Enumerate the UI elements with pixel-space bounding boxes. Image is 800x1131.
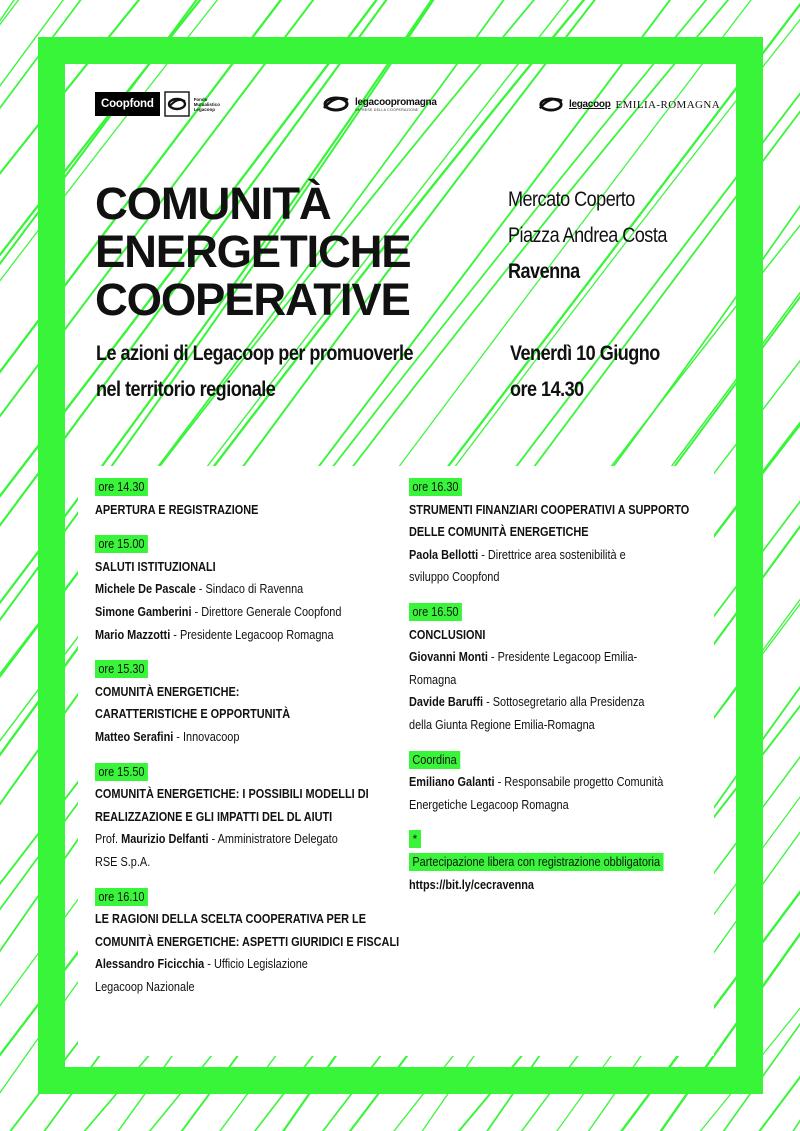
speaker-line <box>95 601 399 624</box>
speaker-line <box>409 544 689 567</box>
session-time-tag: ore 16.10 <box>95 888 148 906</box>
event-date: Venerdì 10 Giugno <box>510 342 660 365</box>
coopfond-subtitle: Fondo Mutualistico Legacoop <box>193 96 220 112</box>
registration-link[interactable]: https://bit.ly/cecravenna <box>409 876 535 892</box>
event-subtitle <box>96 336 449 408</box>
separator: - <box>191 603 202 619</box>
session-title-line: COMUNITÀ ENERGETICHE: I POSSIBILI MODELLI DI <box>95 786 369 802</box>
speaker-role: Presidente Legacoop Romagna <box>179 626 334 642</box>
separator: - <box>195 581 206 597</box>
speaker-name: Matteo Serafini <box>95 728 174 744</box>
speaker-line <box>95 624 399 647</box>
coopfond-emblem-icon <box>164 91 190 117</box>
subtitle-line: Le azioni di Legacoop per promuoverle <box>96 342 414 365</box>
speaker-role-continued: della Giunta Regione Emilia-Romagna <box>409 716 595 732</box>
legacoop-romagna-wordmark: legacoopromagna <box>355 96 437 108</box>
legacoop-romagna-logo <box>322 94 437 114</box>
speaker-name: Davide Baruffi <box>409 694 484 710</box>
session-time-tag: ore 16.30 <box>409 478 462 496</box>
coopfond-wordmark: Coopfond <box>95 92 160 116</box>
program-left-column <box>95 476 457 1010</box>
separator: - <box>478 546 488 562</box>
separator: - <box>494 774 505 790</box>
venue-line: Piazza Andrea Costa <box>508 224 667 247</box>
speaker-line <box>409 691 689 714</box>
speaker-role: Direttore Generale Coopfond <box>201 603 342 619</box>
speaker-name: Mario Mazzotti <box>95 626 171 642</box>
session-title-line: APERTURA E REGISTRAZIONE <box>95 501 259 517</box>
session-block <box>95 533 457 646</box>
registration-note: Partecipazione libera con registrazione obbligatoria <box>409 853 663 871</box>
legacoop-swirl-icon <box>322 94 350 114</box>
session-block <box>409 601 743 737</box>
subtitle-line: nel territorio regionale <box>96 378 276 401</box>
session-title-line: SALUTI ISTITUZIONALI <box>95 558 216 574</box>
registration-block <box>409 828 743 896</box>
speaker-role-continued: sviluppo Coopfond <box>409 569 500 585</box>
session-title-line: COMUNITÀ ENERGETICHE: ASPETTI GIURIDICI E FISCALI <box>95 933 400 949</box>
session-block <box>95 886 457 999</box>
session-block <box>95 761 457 874</box>
speaker-name: Alessandro Ficicchia <box>95 956 205 972</box>
event-time: ore 14.30 <box>510 378 584 401</box>
speaker-role: Responsabile progetto Comunità <box>504 774 664 790</box>
registration-star: * <box>409 830 421 848</box>
session-time-tag: ore 15.30 <box>95 660 148 678</box>
separator: - <box>208 831 218 847</box>
session-title-line: REALIZZAZIONE E GLI IMPATTI DEL DL AIUTI <box>95 808 333 824</box>
speaker-name: Giovanni Monti <box>409 649 488 665</box>
session-title-line: CARATTERISTICHE E OPPORTUNITÀ <box>95 706 291 722</box>
separator: - <box>173 728 183 744</box>
title-line: COMUNITÀ <box>95 178 331 229</box>
speaker-prefix: Prof. <box>95 831 119 847</box>
speaker-role: Amministratore Delegato <box>217 831 338 847</box>
title-line: COOPERATIVE <box>95 274 410 325</box>
separator: - <box>487 649 498 665</box>
legacoop-swirl-icon <box>538 95 564 114</box>
stripe-line <box>0 0 40 1131</box>
speaker-role-continued: Romagna <box>409 671 457 687</box>
session-title-line: STRUMENTI FINANZIARI COOPERATIVI A SUPPORTO <box>409 501 690 517</box>
title-line: ENERGETICHE <box>95 226 411 277</box>
speaker-role: Ufficio Legislazione <box>213 956 308 972</box>
speaker-line <box>95 578 399 601</box>
speaker-line <box>95 828 399 851</box>
session-title-line: LE RAGIONI DELLA SCELTA COOPERATIVA PER LE <box>95 911 366 927</box>
speaker-role-continued: RSE S.p.A. <box>95 853 151 869</box>
stripe-line <box>789 0 800 1131</box>
program-right-column <box>409 476 743 896</box>
speaker-role-continued: Energetiche Legacoop Romagna <box>409 796 569 812</box>
separator: - <box>483 694 493 710</box>
session-time-tag: Coordina <box>409 751 460 769</box>
legacoop-wordmark: legacoop <box>569 99 611 110</box>
speaker-name: Michele De Pascale <box>95 581 196 597</box>
event-title <box>95 180 495 324</box>
speaker-name: Maurizio Delfanti <box>121 831 209 847</box>
speaker-role: Sindaco di Ravenna <box>205 581 304 597</box>
coopfond-logo <box>95 91 230 117</box>
speaker-role: Sottosegretario alla Presidenza <box>492 694 645 710</box>
speaker-role-continued: Legacoop Nazionale <box>95 978 195 994</box>
speaker-name: Emiliano Galanti <box>409 774 495 790</box>
session-block <box>95 476 457 521</box>
session-time-tag: ore 16.50 <box>409 603 462 621</box>
speaker-role: Presidente Legacoop Emilia- <box>497 649 638 665</box>
venue-city: Ravenna <box>508 260 580 283</box>
speaker-name: Paola Bellotti <box>409 546 479 562</box>
legacoop-romagna-subtitle: IMPRESE DELLA COOPERAZIONE <box>355 107 419 112</box>
session-title-line: DELLE COMUNITÀ ENERGETICHE <box>409 524 589 540</box>
session-time-tag: ore 14.30 <box>95 478 148 496</box>
session-title-line: COMUNITÀ ENERGETICHE: <box>95 683 240 699</box>
separator: - <box>204 956 214 972</box>
right-sessions <box>409 476 743 816</box>
speaker-role: Direttrice area sostenibilità e <box>487 546 626 562</box>
session-block <box>409 749 743 817</box>
session-block <box>95 658 457 748</box>
session-time-tag: ore 15.50 <box>95 763 148 781</box>
session-time-tag: ore 15.00 <box>95 535 148 553</box>
session-block <box>409 476 743 589</box>
speaker-line <box>409 771 689 794</box>
venue-line: Mercato Coperto <box>508 188 635 211</box>
speaker-line <box>95 953 399 976</box>
session-title-line: CONCLUSIONI <box>409 626 486 642</box>
speaker-line <box>409 646 689 669</box>
speaker-line <box>95 726 399 749</box>
event-venue <box>508 182 667 290</box>
event-datetime <box>510 336 660 408</box>
speaker-role: Innovacoop <box>182 728 240 744</box>
emilia-romagna-label: EMILIA-ROMAGNA <box>615 98 721 111</box>
legacoop-emilia-romagna-logo <box>538 95 720 114</box>
separator: - <box>170 626 180 642</box>
speaker-name: Simone Gamberini <box>95 603 192 619</box>
